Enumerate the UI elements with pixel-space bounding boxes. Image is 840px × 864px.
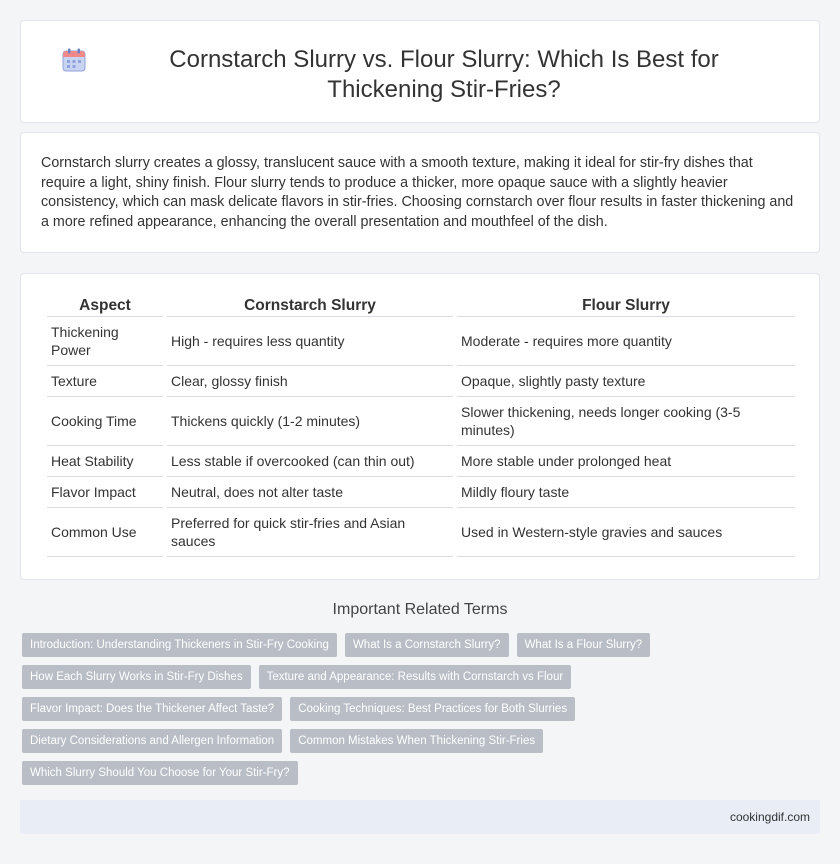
cell-cornstarch: Less stable if overcooked (can thin out) (167, 446, 453, 477)
comparison-table (43, 296, 799, 557)
cell-aspect: Texture (47, 366, 163, 397)
related-terms-title: Important Related Terms (332, 601, 508, 618)
table-row (47, 317, 795, 366)
page-title: Cornstarch Slurry vs. Flour Slurry: Which Is Best for Thickening Stir-Fries? (169, 46, 719, 103)
cell-flour: More stable under prolonged heat (457, 446, 795, 477)
tag-row (22, 761, 822, 785)
summary-card (20, 132, 820, 253)
related-tag[interactable]: Texture and Appearance: Results with Cornstarch vs Flour (259, 665, 572, 689)
summary-text: Cornstarch slurry creates a glossy, translucent sauce with a smooth texture, making it ideal for stir-fry dishes that require a light, shiny finish. Flour slurry tends to produce a thicker, more opaque sauce with a slightly heavier consistency, which can mask delicate flavors in stir-fries. Choosing cornstarch over flour results in faster thickening and a more refined appearance, enhancing the overall presentation and mouthfeel of the dish. (41, 155, 794, 230)
cell-flour: Used in Western-style gravies and sauces (457, 508, 795, 557)
cell-aspect: Thickening Power (47, 317, 163, 366)
cell-flour: Slower thickening, needs longer cooking (3-5 minutes) (457, 397, 795, 446)
footer-site-link[interactable]: cookingdif.com (729, 810, 810, 824)
table-row (47, 397, 795, 446)
table-row (47, 446, 795, 477)
cell-cornstarch: High - requires less quantity (167, 317, 453, 366)
cell-cornstarch: Thickens quickly (1-2 minutes) (167, 397, 453, 446)
cell-flour: Opaque, slightly pasty texture (457, 366, 795, 397)
comparison-card (20, 273, 820, 580)
tag-row (22, 729, 822, 753)
related-tag[interactable]: What Is a Flour Slurry? (517, 633, 651, 657)
tag-row (22, 633, 822, 657)
related-tag[interactable]: How Each Slurry Works in Stir-Fry Dishes (22, 665, 251, 689)
cell-aspect: Common Use (47, 508, 163, 557)
cell-aspect: Cooking Time (47, 397, 163, 446)
table-row (47, 508, 795, 557)
related-terms-tags (22, 633, 822, 793)
related-tag[interactable]: Introduction: Understanding Thickeners in Stir-Fry Cooking (22, 633, 337, 657)
table-row (47, 477, 795, 508)
cell-flour: Moderate - requires more quantity (457, 317, 795, 366)
calendar-icon (61, 47, 87, 73)
cell-flour: Mildly floury taste (457, 477, 795, 508)
tag-row (22, 697, 822, 721)
related-tag[interactable]: Dietary Considerations and Allergen Information (22, 729, 282, 753)
footer (20, 800, 820, 834)
related-tag[interactable]: Flavor Impact: Does the Thickener Affect Taste? (22, 697, 282, 721)
table-row (47, 366, 795, 397)
related-tag[interactable]: Common Mistakes When Thickening Stir-Fries (290, 729, 543, 753)
header-cornstarch: Cornstarch Slurry (167, 296, 453, 317)
header-aspect: Aspect (47, 296, 163, 317)
table-header-row (47, 296, 795, 317)
header-card (20, 20, 820, 123)
cell-cornstarch: Preferred for quick stir-fries and Asian sauces (167, 508, 453, 557)
related-tag[interactable]: What Is a Cornstarch Slurry? (345, 633, 509, 657)
tag-row (22, 665, 822, 689)
cell-aspect: Flavor Impact (47, 477, 163, 508)
cell-cornstarch: Neutral, does not alter taste (167, 477, 453, 508)
related-tag[interactable]: Which Slurry Should You Choose for Your Stir-Fry? (22, 761, 298, 785)
header-flour: Flour Slurry (457, 296, 795, 317)
title-wrap (21, 21, 819, 105)
cell-aspect: Heat Stability (47, 446, 163, 477)
related-tag[interactable]: Cooking Techniques: Best Practices for Both Slurries (290, 697, 575, 721)
cell-cornstarch: Clear, glossy finish (167, 366, 453, 397)
